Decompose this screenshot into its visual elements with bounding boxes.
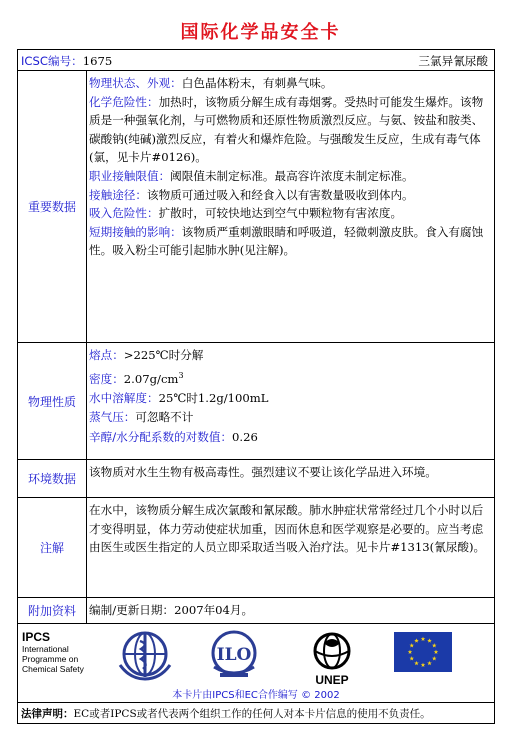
notes-text: 在水中，该物质分解生成次氯酸和氰尿酸。肺水肿症状常常经过几个小时以后才变得明显，体力劳动使症状加重，因而休息和医学观察是必要的。应当考虑由医生或医生指定的人员立即采取适当吸入治疗法。见卡片#1313(氰尿酸)。 bbox=[89, 503, 486, 555]
icsc-number: 1675 bbox=[82, 54, 113, 68]
unep-text: UNEP bbox=[315, 673, 349, 687]
environment-text: 该物质对水生生物有极高毒性。强烈建议不要让该化学品进入环境。 bbox=[89, 465, 437, 479]
notes-row bbox=[18, 498, 494, 598]
substance-name: 三氯异氰尿酸 bbox=[418, 54, 488, 68]
additional-label: 附加资料 bbox=[18, 598, 87, 623]
legal-notice: 法律声明：EC或者IPCS或者代表两个组织工作的任何人对本卡片信息的使用不负责任。 bbox=[21, 708, 431, 720]
entry-short-term-effects: 短期接触的影响：该物质严重刺激眼睛和呼吸道，轻微刺激皮肤。食入有腐蚀性。吸入粉尘可能引起肺水肿(见注解)。 bbox=[89, 224, 484, 258]
ilo-emblem-icon bbox=[206, 629, 262, 681]
entry-exposure-route: 接触途径：该物质可通过吸入和经食入以有害数量吸收到体内。 bbox=[89, 187, 414, 202]
physical-properties-content bbox=[87, 343, 494, 459]
entry-exposure-limits: 职业接触限值：阈限值未制定标准。最高容许浓度未制定标准。 bbox=[89, 168, 414, 183]
card-title: 国际化学品安全卡 bbox=[180, 22, 341, 43]
melting-point: 熔点：>225℃时分解 bbox=[89, 348, 204, 362]
unep-emblem-icon bbox=[302, 629, 362, 687]
important-data-row bbox=[18, 71, 494, 343]
density: 密度：$2.07g/cm^3$ bbox=[89, 370, 184, 386]
important-data-label: 重要数据 bbox=[18, 71, 87, 342]
ipcs-logo-text: IPCS International Programme on Chemical Safety bbox=[22, 630, 84, 674]
credit-line: 本卡片由IPCS和EC合作编写 © 2002 bbox=[172, 690, 340, 701]
physical-properties-label: 物理性质 bbox=[18, 343, 87, 459]
card-table bbox=[17, 49, 495, 724]
log-kow: 辛醇/水分配系数的对数值：0.26 bbox=[89, 429, 258, 444]
additional-text: 编制/更新日期：2007年04月。 bbox=[89, 603, 254, 617]
water-solubility: 水中溶解度：25℃时1.2g/100mL bbox=[89, 390, 269, 405]
icsc-id-row bbox=[18, 50, 494, 71]
additional-row bbox=[18, 598, 494, 624]
logo-strip bbox=[18, 624, 494, 703]
ilo-text: ILO bbox=[216, 645, 252, 665]
icsc-label: ICSC编号： bbox=[21, 54, 83, 68]
entry-chemical-hazard: 化学危险性：加热时，该物质分解生成有毒烟雾。受热时可能发生爆炸。该物质是一种强氧化剂，与可燃物质和还原性物质激烈反应。与氨、铵盐和胺类、碳酸钠(纯碱)激烈反应，有着火和爆炸危险。与强酸发生反应，生成有毒气体(氯，见卡片#0126)。 bbox=[89, 94, 484, 165]
entry-inhalation-hazard: 吸入危险性：扩散时，可较快地达到空气中颗粒物有害浓度。 bbox=[89, 206, 403, 221]
notes-label: 注解 bbox=[18, 498, 87, 597]
environment-label: 环境数据 bbox=[18, 460, 87, 497]
important-data-content bbox=[87, 71, 494, 342]
environment-row bbox=[18, 460, 494, 498]
who-emblem-icon bbox=[116, 629, 174, 681]
entry-appearance: 物理状态、外观：白色晶体粉末，有刺鼻气味。 bbox=[89, 76, 333, 90]
icsc-number-field bbox=[21, 53, 112, 69]
vapor-pressure: 蒸气压：可忽略不计 bbox=[89, 410, 194, 425]
physical-properties-row bbox=[18, 343, 494, 460]
eu-flag-icon bbox=[394, 632, 452, 672]
